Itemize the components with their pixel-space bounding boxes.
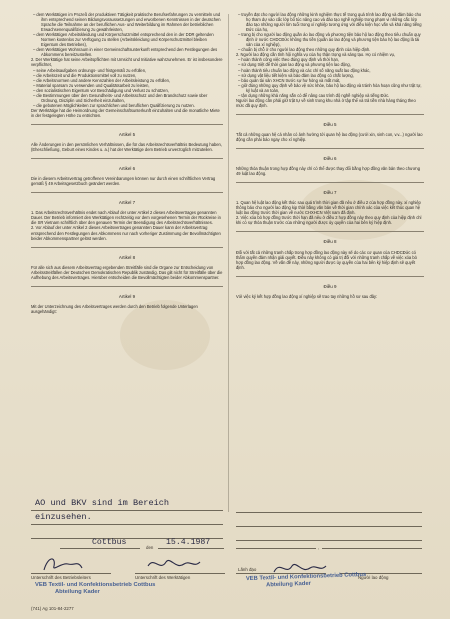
bullet-item: – sử dụng vật liệu tiết kiệm và bảo đảm lao động có chất lượng, bbox=[238, 72, 354, 78]
bullet-item: – hoàn thành tiêu chuẩn lao động và các chỉ số năng suất lao động khác, bbox=[238, 67, 371, 73]
column-divider bbox=[228, 14, 229, 512]
article-9-title: Artikel 9 bbox=[118, 293, 136, 299]
stamp-line-2: Abteilung Kader bbox=[266, 580, 311, 588]
stamp-line-2: Abteilung Kader bbox=[55, 588, 100, 595]
bullet-item: – giữ đúng những quy định về bảo vệ sức khỏe, bảo hộ lao động và tránh hỏa hoạn cũng như trật tự, kỷ luật và an toàn, bbox=[238, 82, 422, 93]
vietnamese-column bbox=[236, 12, 424, 299]
date-value: 15.4.1987 bbox=[166, 538, 211, 547]
bullet-item: – die Bestimmungen über den Gesundheits- und Arbeitsschutz und den Brandschutz sowie über Ordnung, Disziplin und Sicherheit einzuhalten, bbox=[33, 92, 208, 103]
date-label: den bbox=[146, 545, 154, 550]
right-comma: , bbox=[318, 545, 320, 550]
bullet-item: – chuẩn bị chỗ ở cho người lao động theo những quy định của hiệp định. bbox=[238, 47, 371, 53]
typed-documents-line-2: einzusehen. bbox=[31, 511, 223, 525]
article-5-title: Điều 5 bbox=[323, 121, 337, 127]
bullet-item: – Material sparsam zu verwenden und Qualitätsarbeit zu leisten, bbox=[33, 82, 150, 88]
article-9-text: Mit der Unterzeichnung des Arbeitsvertrages werden durch den Betrieb folgende Unterlagen ausgehändigt: bbox=[31, 303, 198, 314]
typed-documents-line-1: AO und BKV sind im Bereich bbox=[31, 497, 223, 511]
section-rule bbox=[31, 247, 223, 248]
bullet-item: – tận dụng những khả năng sẵn có để nâng cao trình độ nghề nghiệp và tiếng Đức. bbox=[238, 92, 390, 98]
bullet-item: – die Arbeitszeit und die Produktionsmittel voll zu nutzen, bbox=[33, 72, 137, 78]
german-column bbox=[31, 12, 223, 314]
article-8-title: Artikel 8 bbox=[118, 254, 136, 260]
article-6-title: Artikel 6 bbox=[118, 166, 136, 172]
bullet-item: – dem Werktätigen Arbeitskleidung und Körperschutzmittel entsprechend den in der DDR geltenden Normen kostenlos zur Verfügung zu stellen (Arbeitskleidung und Körperschutzmittel bleiben Eigentum des Betriebes), bbox=[33, 32, 214, 48]
blank-fill-line bbox=[236, 514, 422, 527]
section-rule bbox=[31, 124, 223, 125]
stamp-line-1: VEB Textil- und Konfektionsbetrieb Cottbus bbox=[35, 582, 156, 588]
blank-fill-line bbox=[236, 528, 422, 541]
bullet-item: – seine Arbeitsaufgaben ordnungs- und fristgemäß zu erfüllen, bbox=[33, 67, 147, 73]
article-7-title: Điều 7 bbox=[323, 190, 337, 196]
article-7-paragraph-2: 2. Vor Ablauf der unter Artikel 2 dieses Arbeitsvertrages genannten Dauer kann der Arbeitsvertrag entsprechend den Festlegungen des Abkommens nur nach vorheriger Zustimmung der Bevollmächtigten beider Abkommenspartner gelöst werden. bbox=[31, 225, 221, 241]
bullet-item: – hoàn thành công việc theo đúng quy định và thời hạn, bbox=[238, 57, 340, 63]
right-place-line bbox=[236, 548, 316, 549]
section-rule bbox=[236, 231, 424, 232]
paragraph-2-intro: 2. Der Werktätige hat seine Arbeitspflichten mit Umsicht und Initiative wahrzunehmen. Er ist insbesondere verpflichtet, bbox=[31, 57, 223, 68]
section-rule bbox=[31, 286, 223, 287]
bullet-item: – bảo quản tài sản XHCN trước sự hư hỏng và mất mát, bbox=[238, 77, 341, 83]
article-7-paragraph-1: 1. Das Arbeitsrechtsverhältnis endet nach Ablauf der unter Artikel 2 dieses Arbeitsvertrages genannten Dauer. Der Betrieb informiert den Werktätigen rechtzeitig vor dem vorgesehenen Termin der Rückreise in die SR Vietnam schriftlich über den genauen Termin der Beendigung des Arbeitsrechtsverhältnisses. bbox=[31, 210, 221, 226]
article-5-text: Tất cả những quan hệ cá nhân có ảnh hưởng tới quan hệ lao động (cưới xin, sinh con, v.v...) người lao động cần phải báo ngay cho xí nghiệp. bbox=[236, 131, 423, 142]
bullet-item: – die Arbeitsnormen und andere Kennzahlen der Arbeitsleistung zu erfüllen, bbox=[33, 77, 171, 83]
caption-werktaetiger: Unterschrift des Werktätigen bbox=[135, 575, 191, 580]
bullet-item: – dem Werktätigen Wohnraum in einer Gemeinschaftsunterkunft entsprechend den Festlegungen des Abkommens bereitzustellen. bbox=[33, 47, 218, 58]
article-6-title: Điều 6 bbox=[323, 156, 337, 162]
caption-lanh-dao: Lãnh đạo bbox=[238, 567, 257, 572]
section-rule bbox=[236, 148, 424, 149]
bullet-item: – trang bị cho người lao động quần áo lao động và phương tiện bảo hộ lao động theo tiêu chuẩn quy định ở nước CHDCĐức không thu tiền (quần áo lao động và phương tiện bảo hộ lao động là tài sản của xí nghiệp), bbox=[238, 32, 421, 48]
article-8-text: Đối với tất cả những tranh chấp trong hợp đồng lao động này sẽ do các cơ quan của CHDCĐức có thẩm quyền đảm nhận giải quyết. Điều này không có giá trị đối với những tranh chấp về việc xóa bỏ hợp đồng lao động. Về vấn đề này, những người được ủy quyền của hai bên ký hiệp định sẽ quyết định. bbox=[236, 249, 417, 270]
paragraph-2-intro: 2. Người lao động cần tỉnh hội nghĩa vụ của họ thận trọng và sáng tạo. Họ có nhiệm vụ, bbox=[236, 52, 396, 58]
article-7-paragraph-2: 2. Việc xóa bỏ hợp đồng trước thời hạn đã nêu ở điều 2 hợp đồng này theo quy định của hiệp định chỉ khi có sự thỏa thuận trước của những người được ủy quyền của hai bên ký hiệp định. bbox=[236, 215, 422, 226]
section-rule bbox=[236, 114, 424, 115]
article-8-title: Điều 8 bbox=[323, 239, 337, 245]
paragraph-2-closing: Der Werktätige hat die Heimordnung der Gemeinschaftsunterkunft einzuhalten und die monatliche Miete in der festgelegten Höhe zu entrichten. bbox=[31, 107, 220, 118]
article-5-text: Alle Änderungen in den persönlichen Verhältnissen, die für das Arbeitsrechtsverhältnis Bedeutung haben, (Eheschließung, Geburt eines Kindes u. a.) hat der Werktätige dem Betrieb unverzüglich mitzuteilen. bbox=[31, 142, 222, 153]
blank-fill-line bbox=[31, 525, 223, 539]
bullet-item: – den sozialistischen Eigentum vor Beschädigung und Verlust zu schützen, bbox=[33, 87, 169, 93]
article-6-text: Die in diesem Arbeitsvertrag getroffenen Vereinbarungen können nur durch einen schriftlichen Vertrag gemäß § 49 Arbeitsgesetzbuch geändert werden. bbox=[31, 176, 216, 187]
signature-line bbox=[135, 573, 225, 574]
stamp-line-1: VEB Textil- und Konfektionsbetrieb Cottbus bbox=[245, 571, 367, 583]
caption-nguoi-lao-dong: Người lao động bbox=[358, 575, 389, 580]
place-line bbox=[60, 548, 140, 549]
place-value: Cottbus bbox=[92, 538, 127, 547]
blank-fill-line bbox=[236, 500, 422, 513]
signature-line bbox=[31, 573, 111, 574]
article-9-text: Với việc ký kết hợp đồng lao động xí nghiệp sẽ trao tay những hồ sơ sau đây: bbox=[236, 293, 378, 299]
paragraph-2-closing: Người lao động cần phải giữ trật tự về sinh trong khu nhà ở tập thể và trả tiền nhà hàng tháng theo mức đã quy định. bbox=[236, 97, 416, 108]
bullet-item: – dem Werktätigen im Prozeß der produktiven Tätigkeit praktische Berufserfahrungen zu vermitteln und ihm entsprechend seinen Bildungsvoraussetzungen und erworbenen Kenntnissen in der deutschen Sprache die Teilnahme an der beruflichen Aus- und Weiterbildung im Rahmen der betrieblichen Erwachsenenqualifizierung zu gewährleisten, bbox=[33, 12, 221, 33]
caption-betriebsleiter: Unterschrift des Betriebsleiters bbox=[31, 575, 91, 580]
section-rule bbox=[236, 276, 424, 277]
company-stamp-right bbox=[246, 572, 367, 589]
article-9-title: Điều 9 bbox=[323, 283, 337, 289]
section-rule bbox=[31, 192, 223, 193]
bullet-item: – sử dụng triệt để thời gian lao động và phương tiện lao động, bbox=[238, 62, 351, 68]
bullet-item: – die gebotenen Möglichkeiten zur sprachlichen und beruflichen Qualifizierung zu nutzen. bbox=[33, 102, 195, 108]
article-7-title: Artikel 7 bbox=[118, 200, 136, 206]
section-rule bbox=[31, 158, 223, 159]
bullet-item: – truyền đạt cho người lao động những kinh nghiệm thực tế trong quá trình lao động và đảm bảo cho họ tham dự vào cấc lớp bổ túc nâng cao và đào tạo nghề nghiệp trong phạm vi những cấc lớp đào tạo những người lớn tuổi trong xí nghiệp tương ứng với điều kiện học vấn và khả năng tiếng Đức của họ, bbox=[238, 12, 422, 33]
right-date-line bbox=[322, 548, 422, 549]
article-6-text: Những thỏa thuận trong hợp đồng này chỉ có thể được thay đổi bằng hợp đồng văn bản theo chương 49 luật lao động. bbox=[236, 166, 420, 177]
article-5-title: Artikel 5 bbox=[118, 131, 136, 137]
company-stamp bbox=[35, 582, 155, 595]
article-8-text: Für alle sich aus diesem Arbeitsvertrag ergebenden Streitfälle sind die Organe zur Entscheidung von Arbeitsstreitfällen der Deutschen Demokratischen Republik zuständig. Das gilt nicht für Streitfälle über die Aufhebung des Arbeitsvertrages. Hierüber entscheiden die Bevollmächtigten beider Abkommenspartner. bbox=[31, 264, 223, 280]
form-code: (741) Ag 101-84-2277 bbox=[31, 606, 74, 611]
section-rule bbox=[236, 182, 424, 183]
date-line bbox=[158, 548, 224, 549]
article-7-paragraph-1: 1. Quan hệ luật lao động kết thúc sau quá trình thời gian đã nêu ở điều 2 của hợp đồng này. xí nghiệp thông báo cho người lao động kịp thời bằng văn bản về thời gian chính xác của việc kết thúc quan hệ luật lao động trước thời gian về nước CHXHCN Việt nam đã định. bbox=[236, 200, 421, 216]
